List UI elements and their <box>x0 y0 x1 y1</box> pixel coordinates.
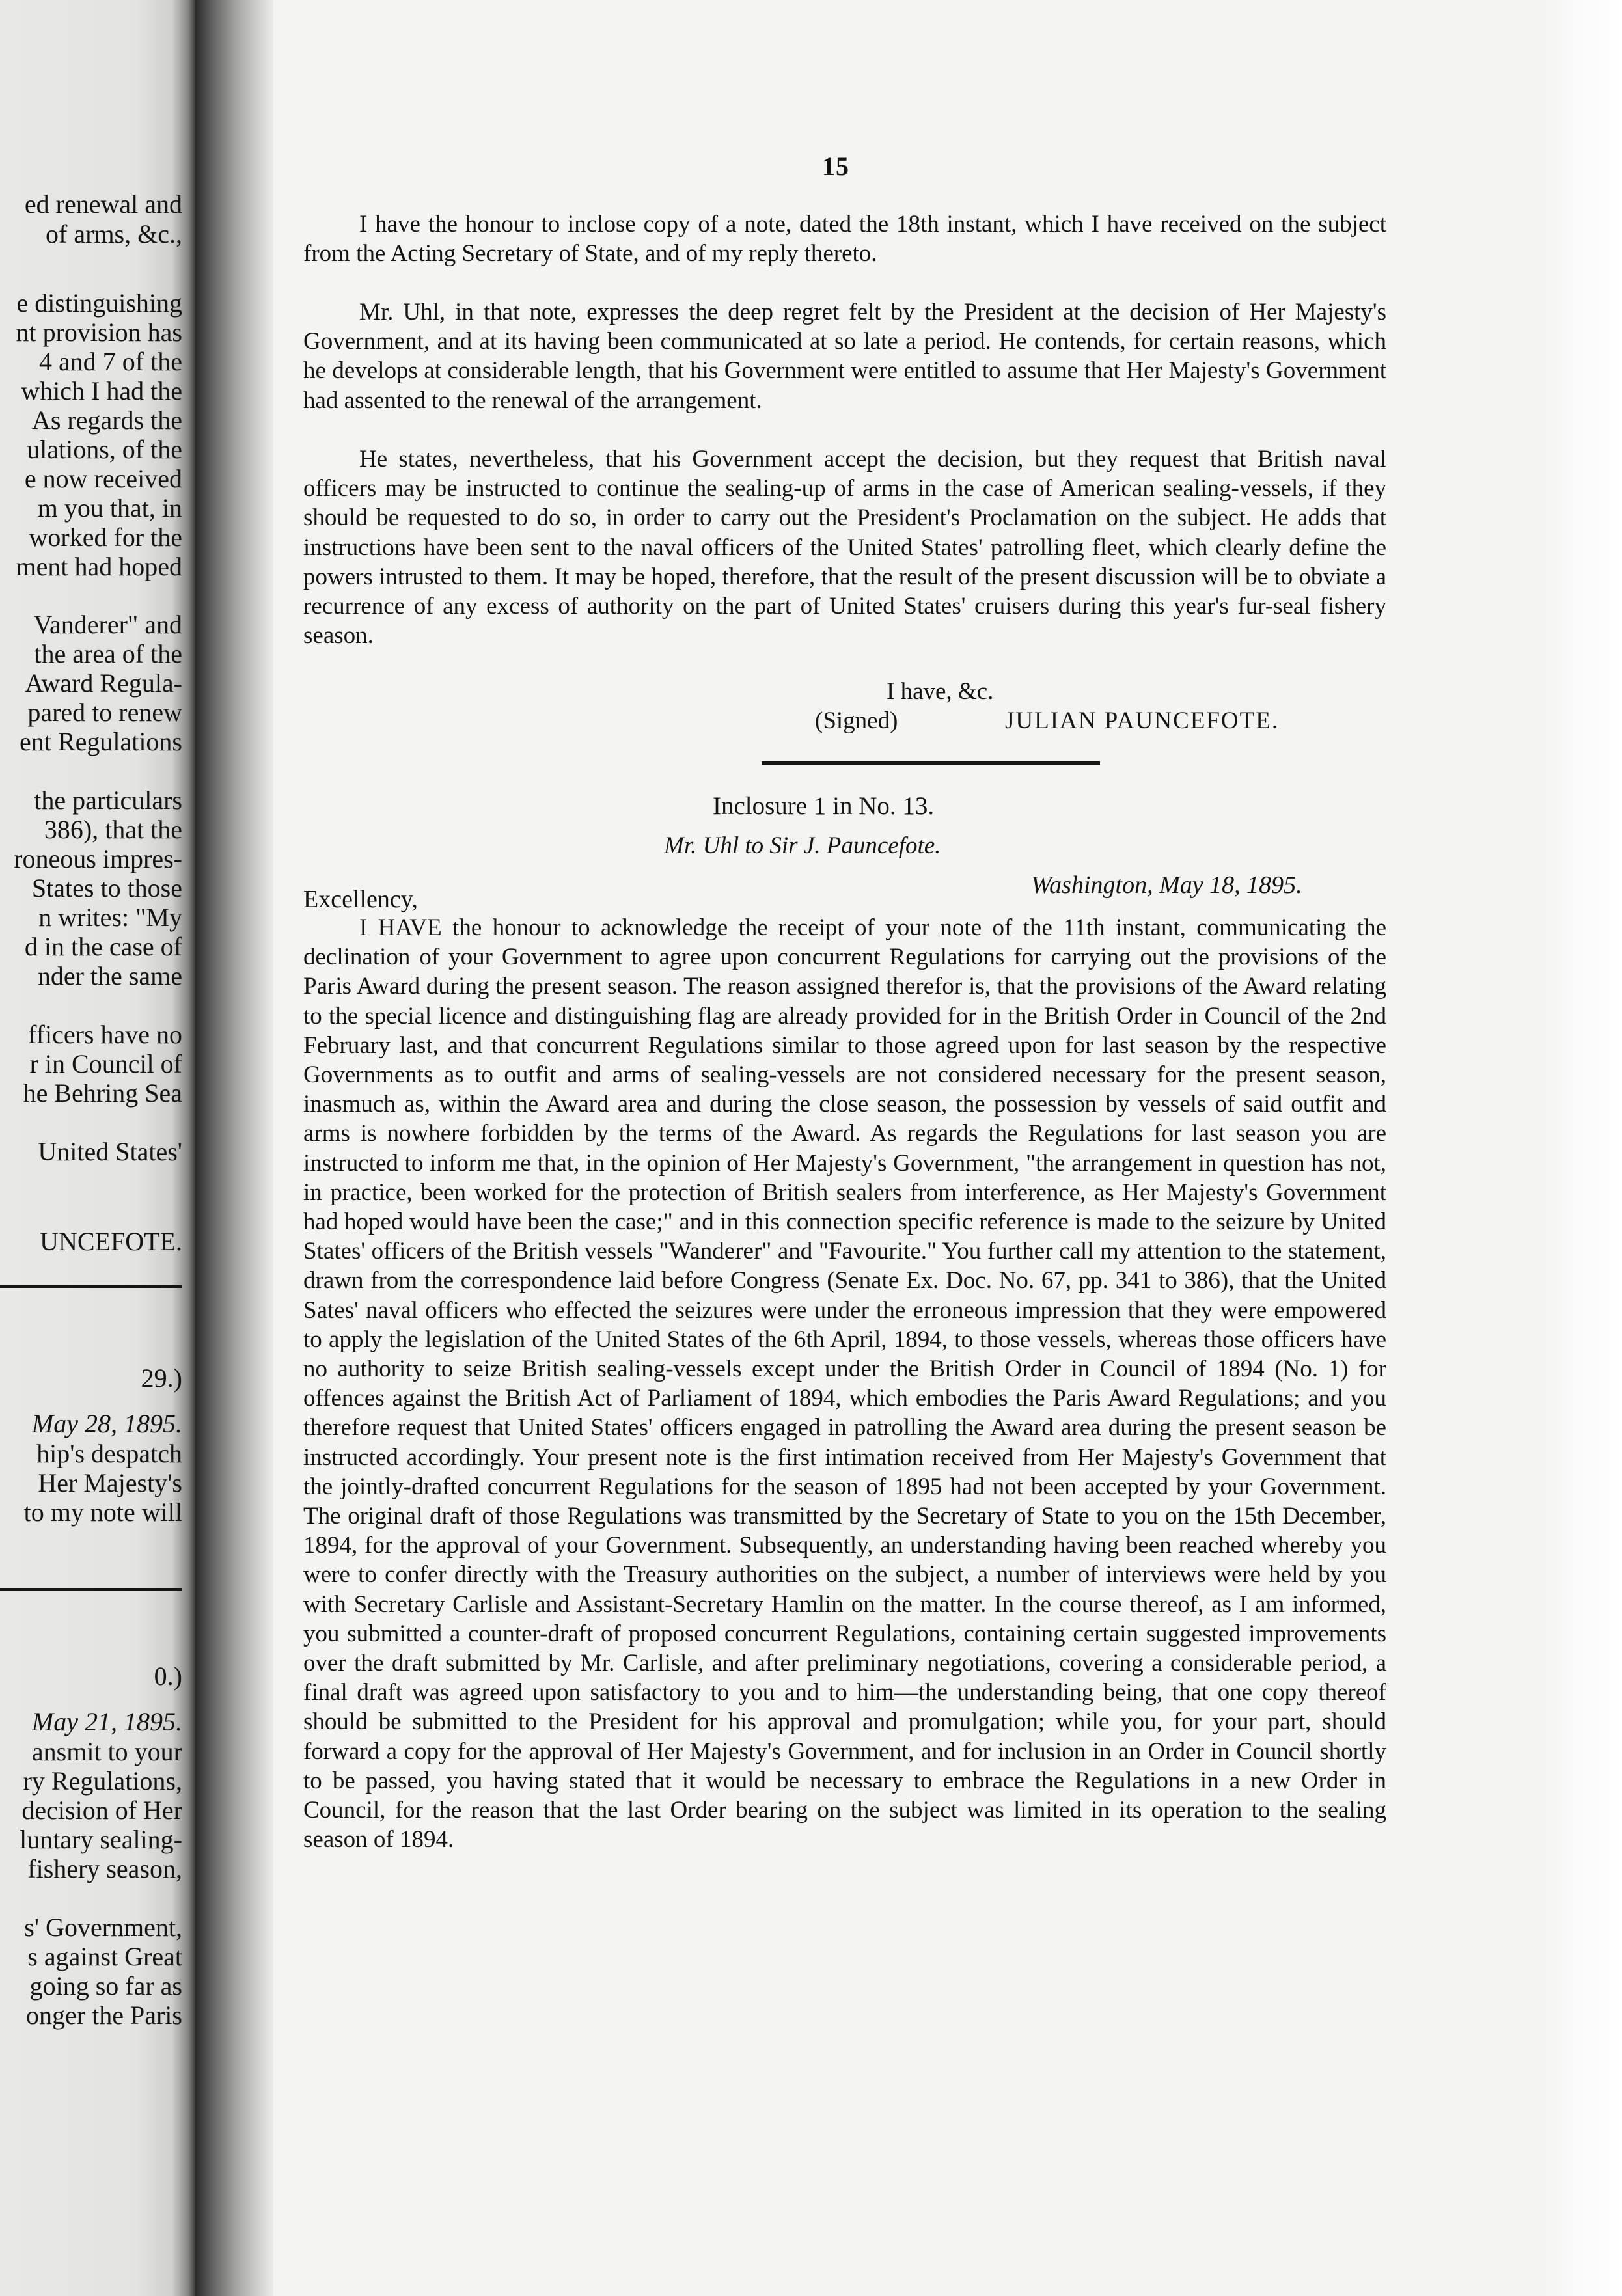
left-page-line: the particulars <box>34 786 182 815</box>
left-page-line: he Behring Sea <box>23 1078 182 1108</box>
left-page-line: going so far as <box>29 1971 182 2001</box>
page-margin <box>1544 0 1622 2296</box>
left-page-line: ment had hoped <box>16 552 182 581</box>
left-page-line: roneous impres- <box>14 844 182 873</box>
left-page-line: nt provision has <box>16 318 182 347</box>
left-page-line: Award Regula- <box>25 668 182 698</box>
left-page-line: n writes: "My <box>38 903 182 932</box>
left-page-line: nder the same <box>37 961 182 991</box>
left-page-line: of arms, &c., <box>46 219 182 249</box>
left-page-rule <box>0 1588 182 1591</box>
left-page-line: e distinguishing <box>16 288 182 318</box>
left-page-line: luntary sealing- <box>20 1825 182 1854</box>
left-page-line: ed renewal and <box>24 189 182 219</box>
left-page-line: to my note will <box>23 1497 182 1527</box>
left-page-line: s' Government, <box>24 1913 182 1942</box>
page-number: 15 <box>822 152 849 181</box>
left-page-rule <box>0 1285 182 1288</box>
inclosure-subheading: Mr. Uhl to Sir J. Pauncefote. <box>664 832 941 859</box>
left-page-line: ry Regulations, <box>23 1766 182 1796</box>
left-page-line: Her Majesty's <box>38 1468 182 1497</box>
left-page-line: May 28, 1895. <box>31 1409 182 1438</box>
left-page-line: the area of the <box>34 639 182 668</box>
left-page-line: Vanderer" and <box>33 610 182 639</box>
inclosure-body: I HAVE the honour to acknowledge the receipt of your note of the 11th instant, communicating the declination of your Government to agree upon concurrent Regulations for carrying out the provisions of the Paris Award during the present season. The reason assigned therefor is, that the provisions of the Award relating to the special licence and distinguishing flag are already provided for in the British Order in Council of the 2nd February last, and that concurrent Regulations similar to those agreed upon for last season by the respective Governments as to outfit and arms of sealing-vessels are not considered necessary for the present season, inasmuch as, within the Award area and during the close season, the possession by vessels of said outfit and arms is nowhere forbidden by the terms of the Award. As regards the Regulations for last season you are instructed to inform me that, in the opinion of Her Majesty's Government, "the arrangement in question has not, in practice, been worked for the protection of British sealers from interference, as Her Majesty's Government had hoped would have been the case;" and in this connection specific reference is made to the seizure by United States' officers of the British vessels "Wanderer" and "Favourite." You further call my attention to the statement, drawn from the correspondence laid before Congress (Senate Ex. Doc. No. 67, pp. 341 to 386), that the United Sates' naval officers who effected the seizures were under the erroneous impression that they were empowered to apply the legislation of the United States of the 6th April, 1894, to those vessels, whereas those officers have no authority to seize British sealing-vessels except under the British Order in Council of 1894 (No. 1) for offences against the British Act of Parliament of 1894, which embodies the Paris Award Regulations; and you therefore request that United States' officers engaged in patrolling the Award area during the present season be instructed accordingly. Your present note is the first intimation received from Her Majesty's Government that the jointly-drafted concurrent Regulations for the season of 1895 had not been accepted by your Government. The original draft of those Regulations was transmitted by the Secretary of State to you on the 15th December, 1894, for the approval of your Government. Subsequently, an understanding having been reached whereby you were to confer directly with the Treasury authorities on the subject, a number of interviews were held by you with Secretary Carlisle and Assistant-Secretary Hamlin on the matter. In the course thereof, as I am informed, you submitted a counter-draft of proposed concurrent Regulations, containing certain suggested improvements over the draft submitted by Mr. Carlisle, and after preliminary negotiations, covering a considerable period, a final draft was agreed upon satisfactory to you and to him—the understanding being, that one copy thereof should be submitted to the President for his approval and promulgation; while you, for your part, should forward a copy for the approval of Her Majesty's Government, and for inclusion in an Order in Council shortly to be passed, you having stated that it would be necessary to embrace the Regulations in a new Order in Council, for the reason that the last Order bearing on the subject was limited in its operation to the sealing season of 1894. <box>303 914 1386 1853</box>
left-page-line: decision of Her <box>21 1796 182 1825</box>
dateline <box>1031 871 1302 899</box>
dateline-date: May 18, 1895. <box>1159 871 1302 899</box>
left-page-line: ansmit to your <box>31 1737 182 1766</box>
left-page-line: As regards the <box>31 405 182 435</box>
left-page-line: r in Council of <box>29 1049 182 1078</box>
left-page-line: ulations, of the <box>27 435 182 464</box>
signed-label: (Signed) <box>815 707 898 734</box>
left-page-line: States to those <box>31 873 182 903</box>
left-page-line: fficers have no <box>28 1020 182 1049</box>
left-page-line: which I had the <box>21 376 182 405</box>
letter-paragraph-2: Mr. Uhl, in that note, expresses the deep regret felt by the President at the decision of Her Majesty's Government, and at its having been communicated at so late a period. He contends, for certain reasons, which he develops at considerable length, that his Government were entitled to assume that Her Majesty's Government had assented to the renewal of the arrangement. <box>303 299 1386 414</box>
letter-paragraph-1: I have the honour to inclose copy of a note, dated the 18th instant, which I have received on the subject from the Acting Secretary of State, and of my reply thereto. <box>303 211 1386 267</box>
left-page-line: 29.) <box>141 1363 182 1393</box>
letter-closing: I have, &c. <box>887 678 994 705</box>
inclosure-heading: Inclosure 1 in No. 13. <box>713 792 935 820</box>
adjacent-left-page <box>0 0 195 2296</box>
left-page-line: e now received <box>24 464 182 493</box>
salutation: Excellency, <box>303 886 418 913</box>
signatory: JULIAN PAUNCEFOTE. <box>1005 707 1280 734</box>
left-page-line: d in the case of <box>24 932 182 961</box>
left-page-line: ent Regulations <box>20 727 182 756</box>
left-page-line: m you that, in <box>37 493 182 523</box>
left-page-line: pared to renew <box>27 698 182 727</box>
section-divider <box>762 761 1100 765</box>
left-page-line: May 21, 1895. <box>31 1707 182 1736</box>
left-page-line: United States' <box>38 1137 182 1166</box>
left-page-line: UNCEFOTE. <box>40 1227 182 1256</box>
left-page-line: s against Great <box>27 1942 182 1971</box>
left-page-line: 4 and 7 of the <box>39 347 182 376</box>
left-page-line: 386), that the <box>44 815 182 844</box>
left-page-line: fishery season, <box>27 1854 182 1883</box>
left-page-line: hip's despatch <box>36 1439 182 1468</box>
letter-paragraph-3: He states, nevertheless, that his Government accept the decision, but they request that British naval officers may be instructed to continue the sealing-up of arms in the case of American sealing-vessels, if they should be requested to do so, in order to carry out the President's Proclamation on the subject. He adds that instructions have been sent to the naval officers of the United States' patrolling fleet, which clearly define the powers intrusted to them. It may be hoped, therefore, that the result of the present discussion will be to obviate a recurrence of any excess of authority on the part of United States' cruisers during this year's fur-seal fishery season. <box>303 446 1386 649</box>
dateline-place: Washington, <box>1031 871 1153 899</box>
left-page-line: 0.) <box>154 1661 182 1691</box>
left-page-line: onger the Paris <box>26 2001 182 2030</box>
left-page-line: worked for the <box>29 523 182 552</box>
book-gutter <box>195 0 273 2296</box>
